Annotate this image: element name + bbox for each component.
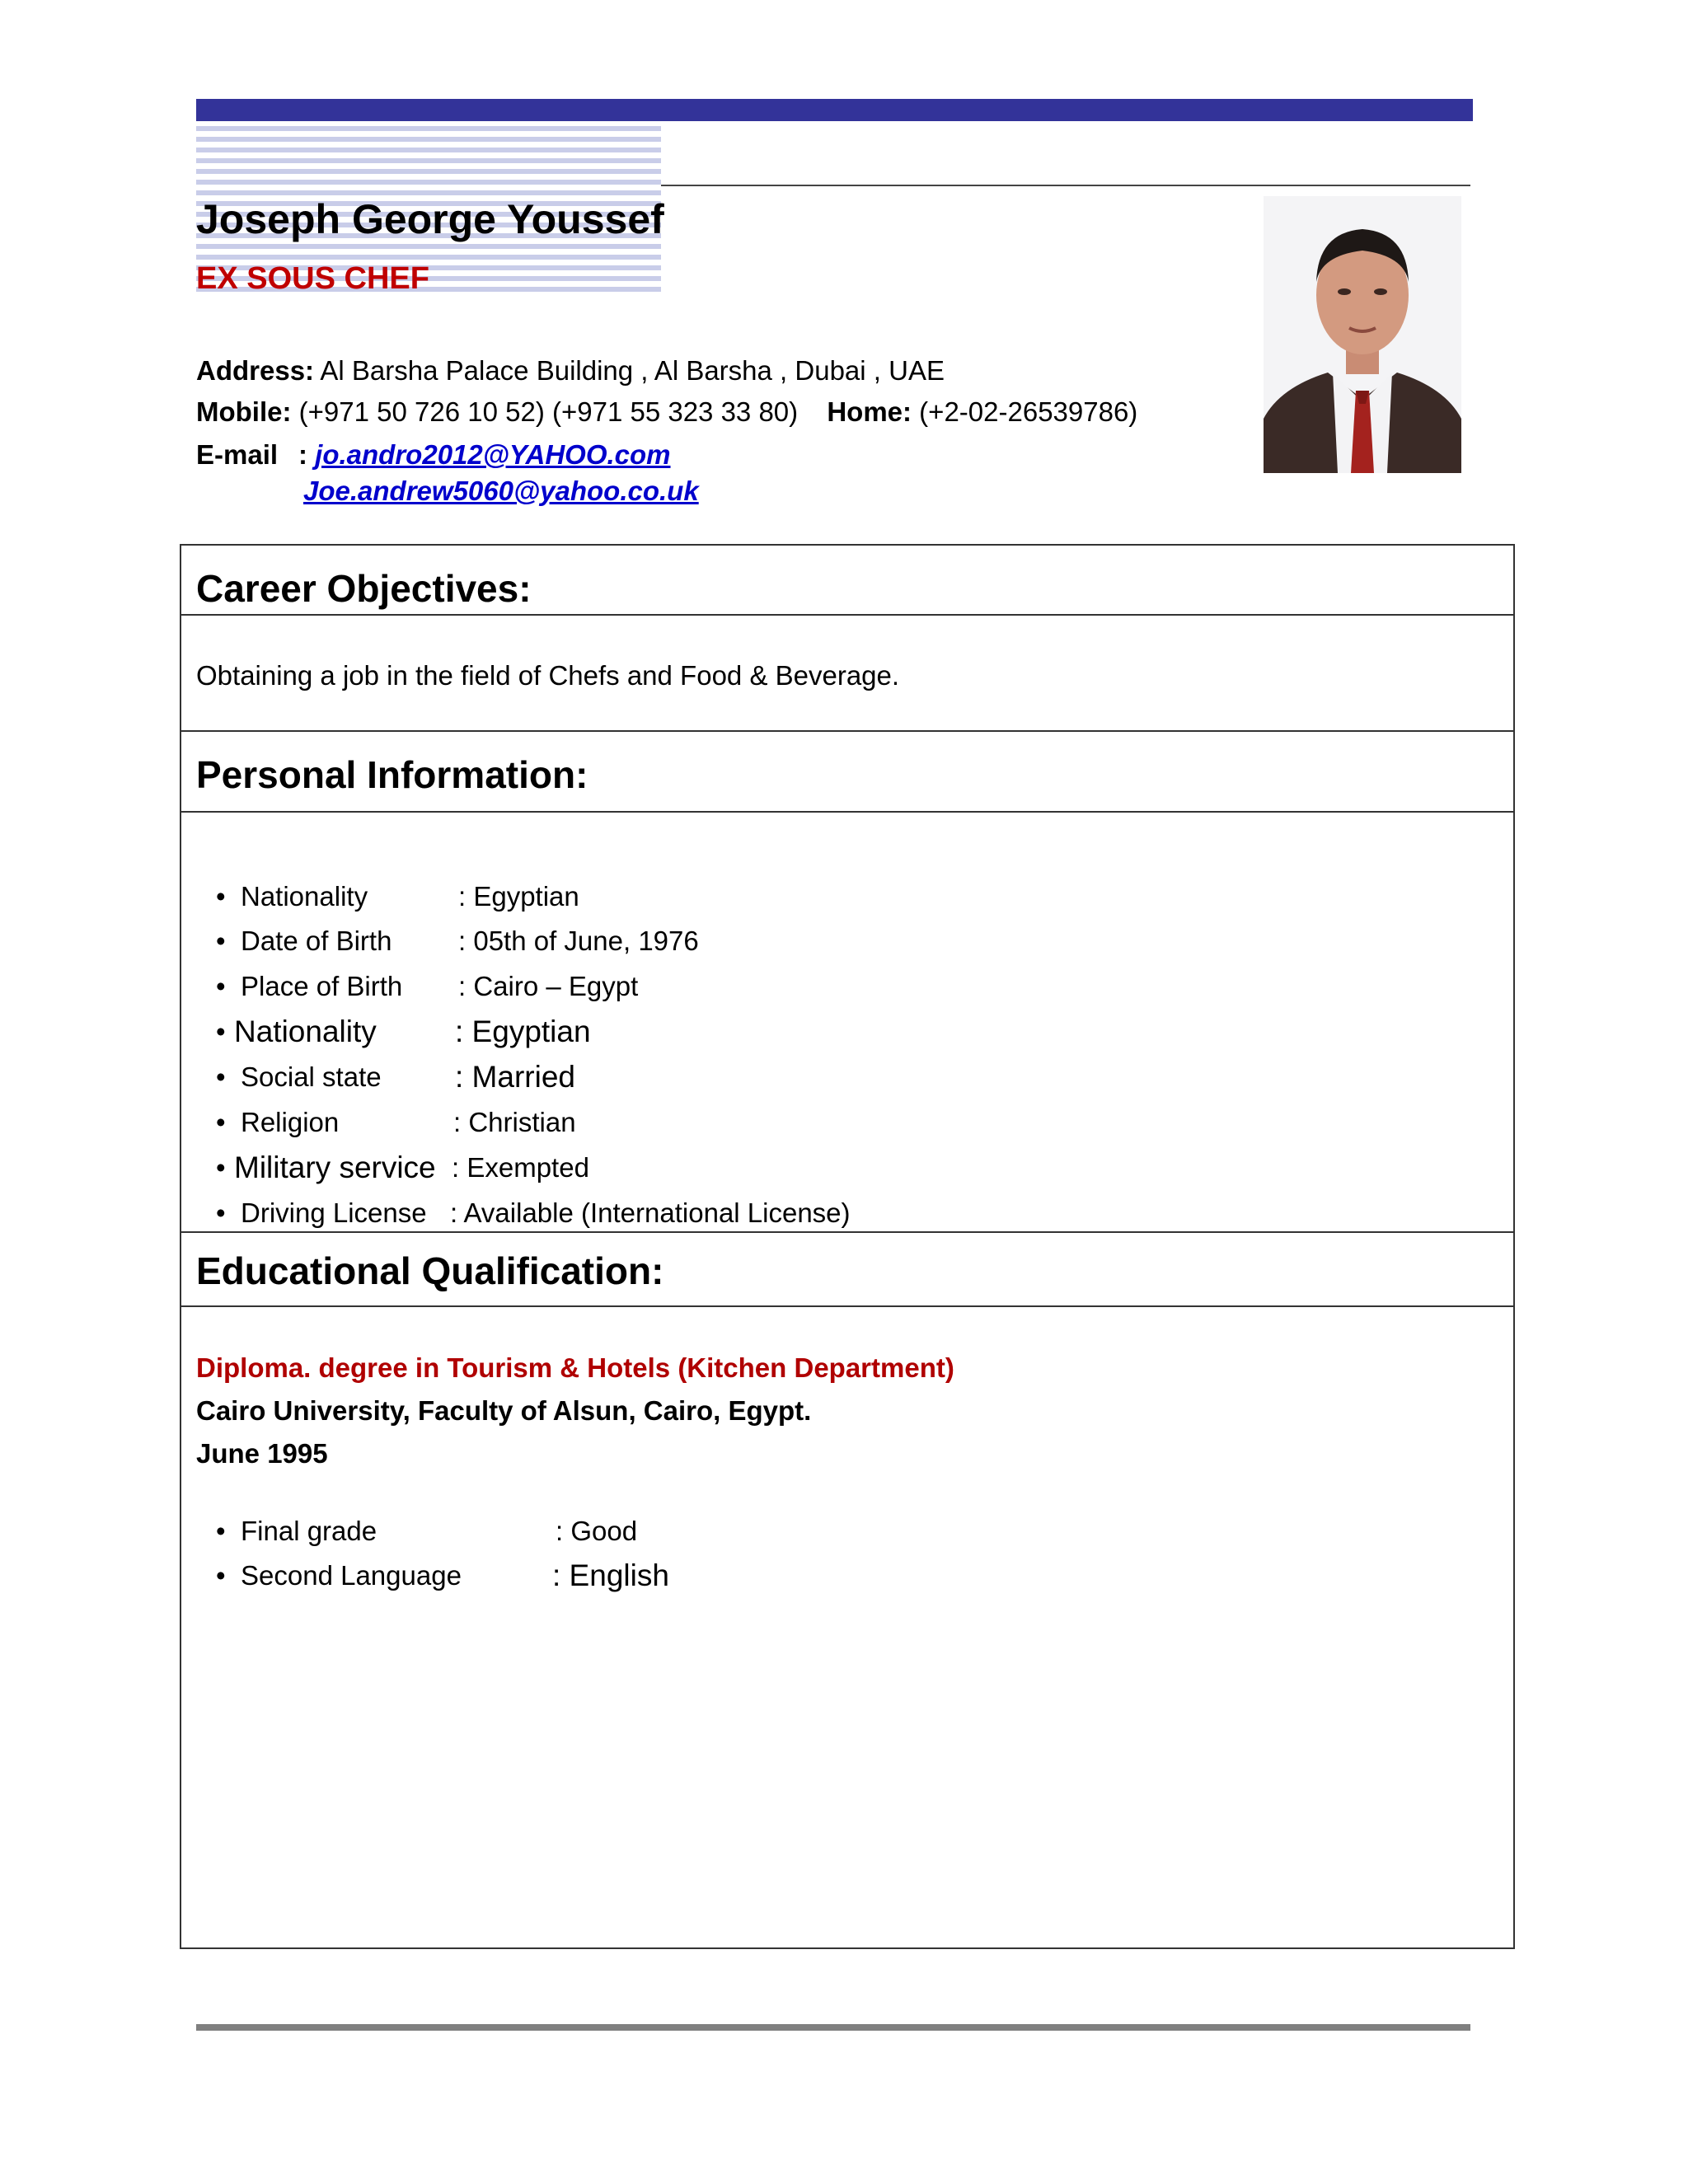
bullet-icon: •: [216, 1152, 226, 1183]
item-value: : Egyptian: [455, 1015, 591, 1048]
degree-title: Diploma. degree in Tourism & Hotels (Kitchen Department): [196, 1352, 954, 1383]
career-heading: Career Objectives:: [196, 567, 532, 610]
mobile-label: Mobile:: [196, 396, 292, 427]
item-label: Religion: [241, 1107, 340, 1137]
item-label: Social state: [241, 1062, 382, 1092]
education-heading-rule: [181, 1305, 1513, 1307]
mobile-value: (+971 50 726 10 52) (+971 55 323 33 80): [291, 396, 799, 427]
bullet-icon: •: [216, 1560, 226, 1591]
item-label: Nationality: [241, 881, 368, 912]
bullet-icon: •: [216, 1016, 226, 1047]
personal-heading-rule: [181, 811, 1513, 813]
graduation-date: June 1995: [196, 1438, 328, 1469]
item-value: : Exempted: [452, 1152, 589, 1183]
footer-rule: [196, 2024, 1470, 2031]
education-heading: Educational Qualification:: [196, 1249, 664, 1292]
item-value: : English: [552, 1558, 669, 1592]
candidate-name: Joseph George Youssef: [196, 196, 664, 242]
address-value: Al Barsha Palace Building , Al Barsha , Dubai , UAE: [314, 355, 945, 386]
item-label: Date of Birth: [241, 926, 392, 956]
item-value: : Available (International License): [450, 1197, 851, 1228]
bullet-icon: •: [216, 881, 226, 912]
item-label: Place of Birth: [241, 971, 403, 1001]
bullet-icon: •: [216, 1516, 226, 1546]
item-value: : Good: [556, 1516, 638, 1546]
portrait-photo: [1264, 196, 1461, 473]
item-label: Nationality: [234, 1015, 377, 1048]
item-label: Military service: [234, 1151, 436, 1184]
phone-line: [196, 394, 1137, 430]
bullet-icon: •: [216, 1197, 226, 1228]
item-value: : Christian: [453, 1107, 576, 1137]
bullet-icon: •: [216, 1107, 226, 1137]
item-label: Final grade: [241, 1516, 377, 1546]
item-label: Second Language: [241, 1560, 462, 1591]
item-value: : Egyptian: [458, 881, 579, 912]
home-label: Home:: [827, 396, 912, 427]
personal-heading: Personal Information:: [196, 753, 588, 796]
item-label: Driving License: [241, 1197, 427, 1228]
career-section-rule: [181, 730, 1513, 732]
portrait-icon: [1264, 196, 1461, 473]
bullet-icon: •: [216, 926, 226, 956]
address-line: [196, 353, 945, 389]
email-link-1[interactable]: jo.andro2012@YAHOO.com: [315, 439, 671, 470]
bullet-icon: •: [216, 971, 226, 1001]
email-label: E-mail: [196, 439, 279, 470]
header-rule: [661, 185, 1470, 186]
institution: Cairo University, Faculty of Alsun, Cairo, Egypt.: [196, 1395, 812, 1426]
email-link-2[interactable]: Joe.andrew5060@yahoo.co.uk: [303, 476, 699, 506]
address-label: Address:: [196, 355, 315, 386]
career-heading-rule: [181, 614, 1513, 616]
item-value: : Married: [455, 1060, 575, 1094]
header-accent-bar: [196, 99, 1473, 121]
item-value: : 05th of June, 1976: [458, 926, 699, 956]
bullet-icon: •: [216, 1062, 226, 1092]
email-separator: :: [298, 439, 307, 470]
candidate-title: EX SOUS CHEF: [196, 261, 429, 296]
career-text: Obtaining a job in the field of Chefs and Food & Beverage.: [196, 660, 900, 691]
email-line-1: [298, 437, 671, 473]
item-value: : Cairo – Egypt: [458, 971, 639, 1001]
email-line-2: [303, 473, 699, 509]
home-value: (+2-02-26539786): [912, 396, 1138, 427]
